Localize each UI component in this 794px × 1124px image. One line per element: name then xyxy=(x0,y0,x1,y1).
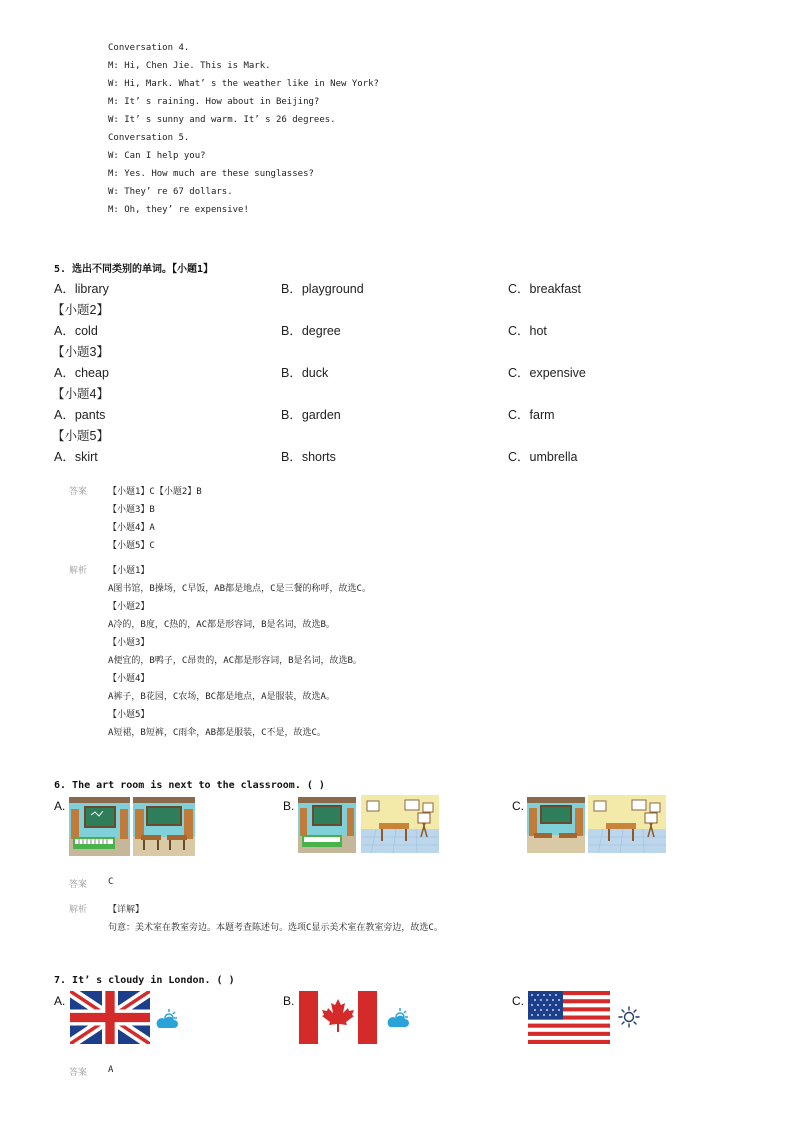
answer-tag: 答案 xyxy=(69,487,88,497)
conversation-line: M: Hi, Chen Jie. This is Mark. xyxy=(108,61,271,71)
answer-tag: 答案 xyxy=(69,880,88,890)
answer-tag: 答案 xyxy=(69,1068,88,1078)
analysis-line: A冷的，B度，C热的，AC都是形容词，B是名词，故选B。 xyxy=(108,620,335,630)
analysis-tag: 解析 xyxy=(69,566,88,576)
q5-2-option-c: C．hot xyxy=(508,324,547,338)
answer-line: 【小题4】A xyxy=(108,523,155,533)
classroom-image[interactable] xyxy=(527,797,585,853)
analysis-line: 【小题5】 xyxy=(108,710,150,720)
q5-5-label: 【小题5】 xyxy=(52,429,109,443)
q5-1-option-a: A．library xyxy=(54,282,109,296)
q5-4-option-b: B．garden xyxy=(281,408,341,422)
q6-option-a-label: A. xyxy=(54,799,66,813)
conversation-line: M: It’ s raining. How about in Beijing? xyxy=(108,97,320,107)
q5-5-option-a: A．skirt xyxy=(54,450,98,464)
music-room-image[interactable] xyxy=(298,797,356,853)
q6-option-c-label: C. xyxy=(512,799,524,813)
conversation-line: W: It’ s sunny and warm. It’ s 26 degrees. xyxy=(108,115,336,125)
classroom-image[interactable] xyxy=(133,797,195,856)
q5-5-option-c: C．umbrella xyxy=(508,450,578,464)
analysis-line: 【小题4】 xyxy=(108,674,150,684)
q5-4-label: 【小题4】 xyxy=(52,387,109,401)
conversation-line: M: Yes. How much are these sunglasses? xyxy=(108,169,314,179)
cloudy-icon xyxy=(155,1008,179,1030)
art-room-image[interactable] xyxy=(361,795,439,853)
q7-option-a-label: A. xyxy=(54,994,66,1008)
analysis-line: A图书馆，B操场，C早饭，AB都是地点，C是三餐的称呼，故选C。 xyxy=(108,584,371,594)
sunny-icon xyxy=(618,1006,640,1028)
question-7-header: 7. It’ s cloudy in London. ( ) xyxy=(54,975,235,986)
q7-option-c-label: C. xyxy=(512,994,524,1008)
analysis-line: 【小题2】 xyxy=(108,602,150,612)
conversation-line: W: Hi, Mark. What’ s the weather like in New York? xyxy=(108,79,379,89)
q5-4-option-a: A．pants xyxy=(54,408,106,422)
q5-3-option-a: A．cheap xyxy=(54,366,109,380)
analysis-line: A裤子，B花园，C农场，BC都是地点，A是服装，故选A。 xyxy=(108,692,335,702)
q5-1-option-b: B．playground xyxy=(281,282,364,296)
detail-text: 句意：美术室在教室旁边。本题考查陈述句。选项C显示美术室在教室旁边，故选C。 xyxy=(108,923,443,933)
answer-line: 【小题1】C【小题2】B xyxy=(108,487,202,497)
analysis-line: A便宜的，B鸭子，C昂贵的，AC都是形容词，B是名词，故选B。 xyxy=(108,656,362,666)
art-room-image[interactable] xyxy=(588,795,666,853)
q5-2-option-b: B．degree xyxy=(281,324,341,338)
q5-3-label: 【小题3】 xyxy=(52,345,109,359)
analysis-line: 【小题3】 xyxy=(108,638,150,648)
conversation-line: Conversation 4. xyxy=(108,43,190,53)
q7-option-b-label: B. xyxy=(283,994,295,1008)
conversation-line: M: Oh, they’ re expensive! xyxy=(108,205,249,215)
canada-flag-icon[interactable] xyxy=(299,991,377,1044)
q5-2-label: 【小题2】 xyxy=(52,303,109,317)
q5-2-option-a: A．cold xyxy=(54,324,98,338)
q5-3-option-b: B．duck xyxy=(281,366,329,380)
cloudy-icon xyxy=(386,1007,410,1029)
answer-line: 【小题5】C xyxy=(108,541,155,551)
question-5-header: 5. 选出不同类别的单词。【小题1】 xyxy=(54,264,214,275)
music-room-image[interactable] xyxy=(69,797,130,856)
q5-3-option-c: C．expensive xyxy=(508,366,586,380)
answer-value: C xyxy=(108,877,114,887)
q5-1-option-c: C．breakfast xyxy=(508,282,581,296)
analysis-line: 【小题1】 xyxy=(108,566,150,576)
uk-flag-icon[interactable] xyxy=(70,991,150,1044)
analysis-line: A短裙，B短裤，C雨伞，AB都是服装，C不是，故选C。 xyxy=(108,728,326,738)
conversation-line: Conversation 5. xyxy=(108,133,190,143)
answer-value: A xyxy=(108,1065,114,1075)
conversation-line: W: Can I help you? xyxy=(108,151,206,161)
q6-option-b-label: B. xyxy=(283,799,295,813)
detail-label: 【详解】 xyxy=(108,905,145,915)
answer-line: 【小题3】B xyxy=(108,505,155,515)
usa-flag-icon[interactable] xyxy=(528,991,610,1044)
question-6-header: 6. The art room is next to the classroom. ( ) xyxy=(54,780,325,791)
analysis-tag: 解析 xyxy=(69,905,88,915)
q5-5-option-b: B．shorts xyxy=(281,450,336,464)
q5-4-option-c: C．farm xyxy=(508,408,555,422)
conversation-line: W: They’ re 67 dollars. xyxy=(108,187,233,197)
